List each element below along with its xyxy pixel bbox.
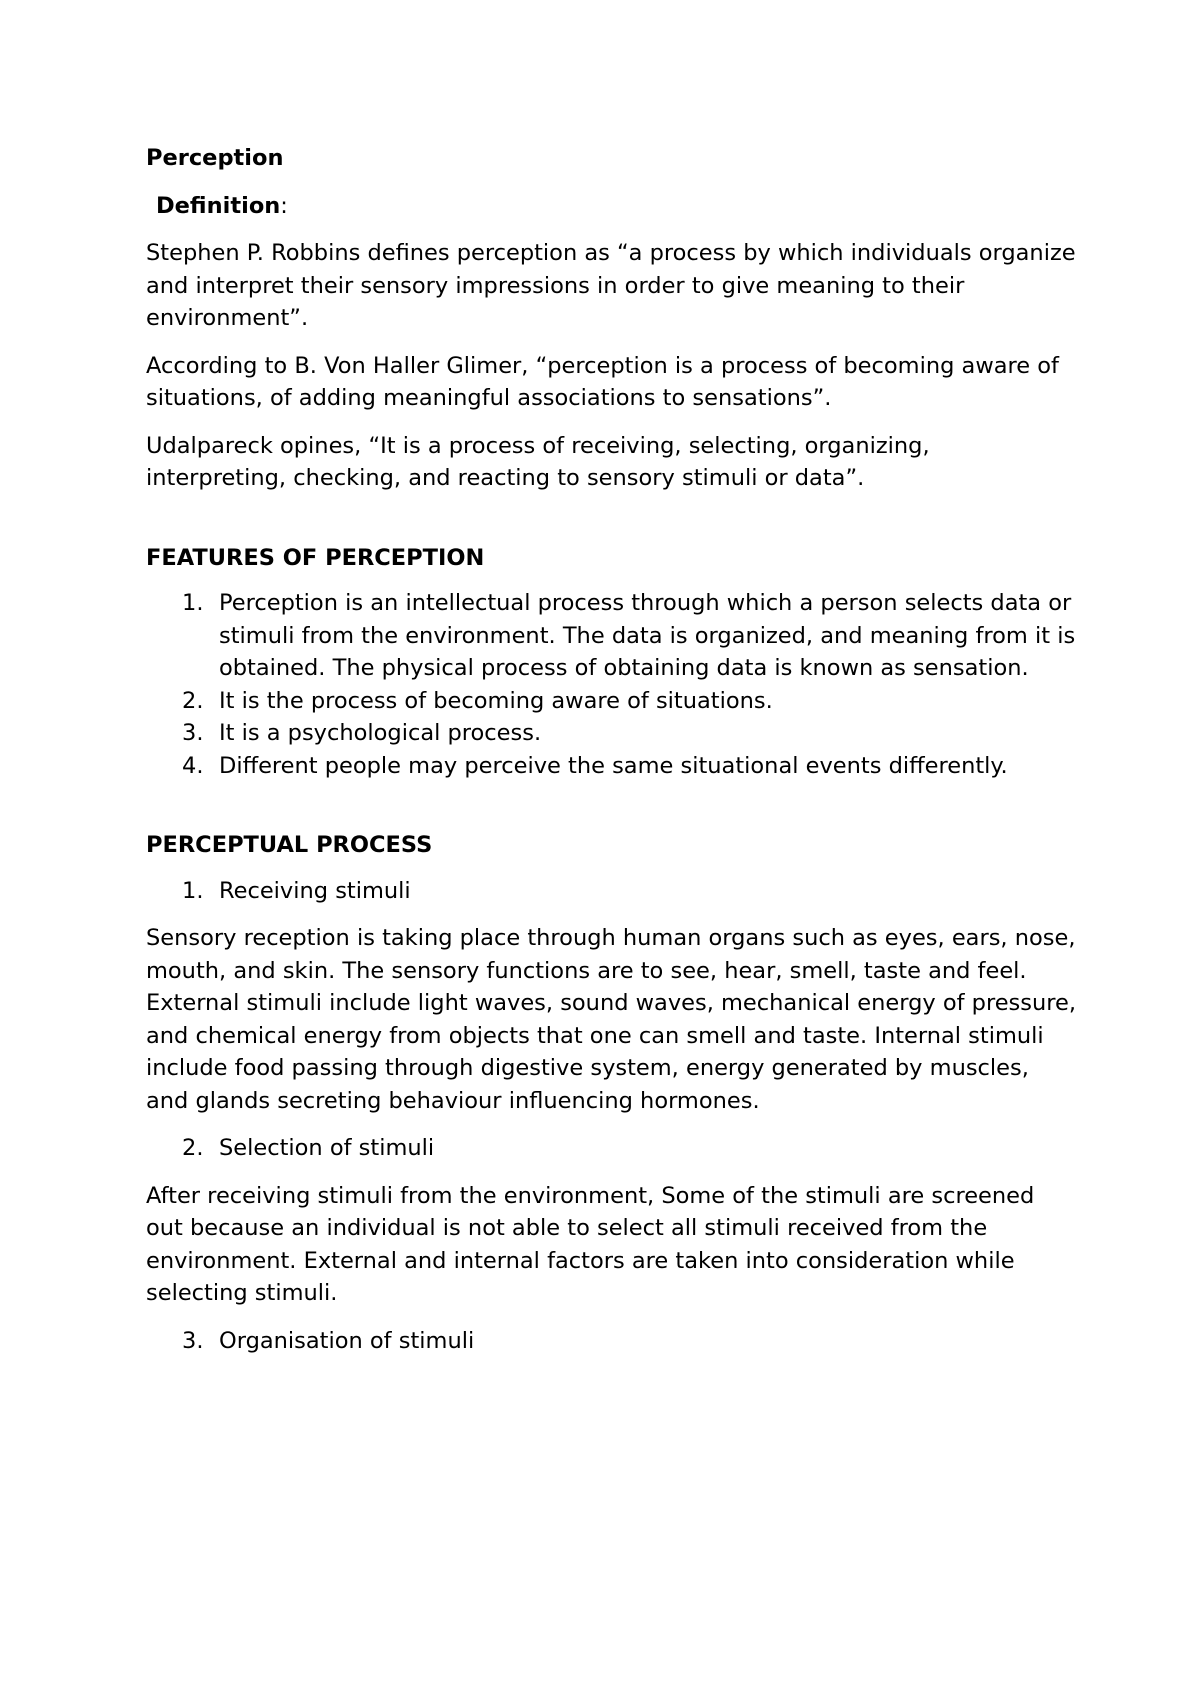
list-number: 2. (182, 687, 204, 714)
list-number: 2. (182, 1135, 204, 1161)
perceptual-process-heading: PERCEPTUAL PROCESS (146, 832, 433, 858)
definition-colon: : (280, 192, 288, 219)
process-step-2 (146, 1132, 1076, 1165)
list-text: Perception is an intellectual process through which a person selects data or stimuli from the environment. The data is organized, and meaning from it is obtained. The physical process of obtaining data is known as sensation. (219, 590, 1076, 681)
process-step-1 (146, 875, 1076, 908)
document-title: Perception (146, 145, 284, 171)
list-item (146, 717, 1076, 750)
definition-heading (146, 190, 1076, 223)
list-number: 4. (182, 752, 204, 779)
step-title: Receiving stimuli (219, 877, 411, 904)
list-number: 1. (182, 590, 204, 616)
list-item (146, 875, 1076, 908)
list-item (146, 750, 1076, 783)
definition-udalpareck: Udalpareck opines, “It is a process of receiving, selecting, organizing, interpreting, checking, and reacting to sensory stimuli or data”. (146, 432, 930, 491)
list-text: Different people may perceive the same situational events differently. (219, 752, 1008, 779)
list-item (146, 685, 1076, 718)
list-number: 3. (182, 720, 204, 746)
step-body-receiving: Sensory reception is taking place through human organs such as eyes, ears, nose, mouth, and skin. The sensory functions are to see, hear, smell, taste and feel. External stimuli include light waves, sound waves, mechanical energy of pressure, and chemical energy from objects that one can smell and taste. Internal stimuli include food passing through digestive system, energy generated by muscles, and glands secreting behaviour influencing hormones. (146, 925, 1076, 1114)
features-list (146, 587, 1076, 782)
list-item (146, 587, 1076, 685)
document-page (146, 142, 1076, 1372)
list-text: It is a psychological process. (219, 720, 542, 746)
process-step-3 (146, 1325, 1076, 1358)
step-body-selection: After receiving stimuli from the environment, Some of the stimuli are screened out because an individual is not able to select all stimuli received from the environment. External and internal factors are taken into consideration while selecting stimuli. (146, 1182, 1035, 1306)
list-number: 1. (182, 877, 204, 904)
definition-glimer: According to B. Von Haller Glimer, “perception is a process of becoming aware of situations, of adding meaningful associations to sensations”. (146, 352, 1059, 411)
definition-label: Definition (156, 192, 281, 219)
definition-robbins: Stephen P. Robbins defines perception as “a process by which individuals organize and interpret their sensory impressions in order to give meaning to their environment”. (146, 240, 1076, 331)
list-text: It is the process of becoming aware of situations. (219, 687, 773, 714)
step-title: Selection of stimuli (219, 1135, 435, 1161)
features-heading: FEATURES OF PERCEPTION (146, 544, 485, 571)
list-item (146, 1325, 1076, 1358)
step-title: Organisation of stimuli (219, 1327, 475, 1354)
list-item (146, 1132, 1076, 1165)
list-number: 3. (182, 1327, 204, 1354)
